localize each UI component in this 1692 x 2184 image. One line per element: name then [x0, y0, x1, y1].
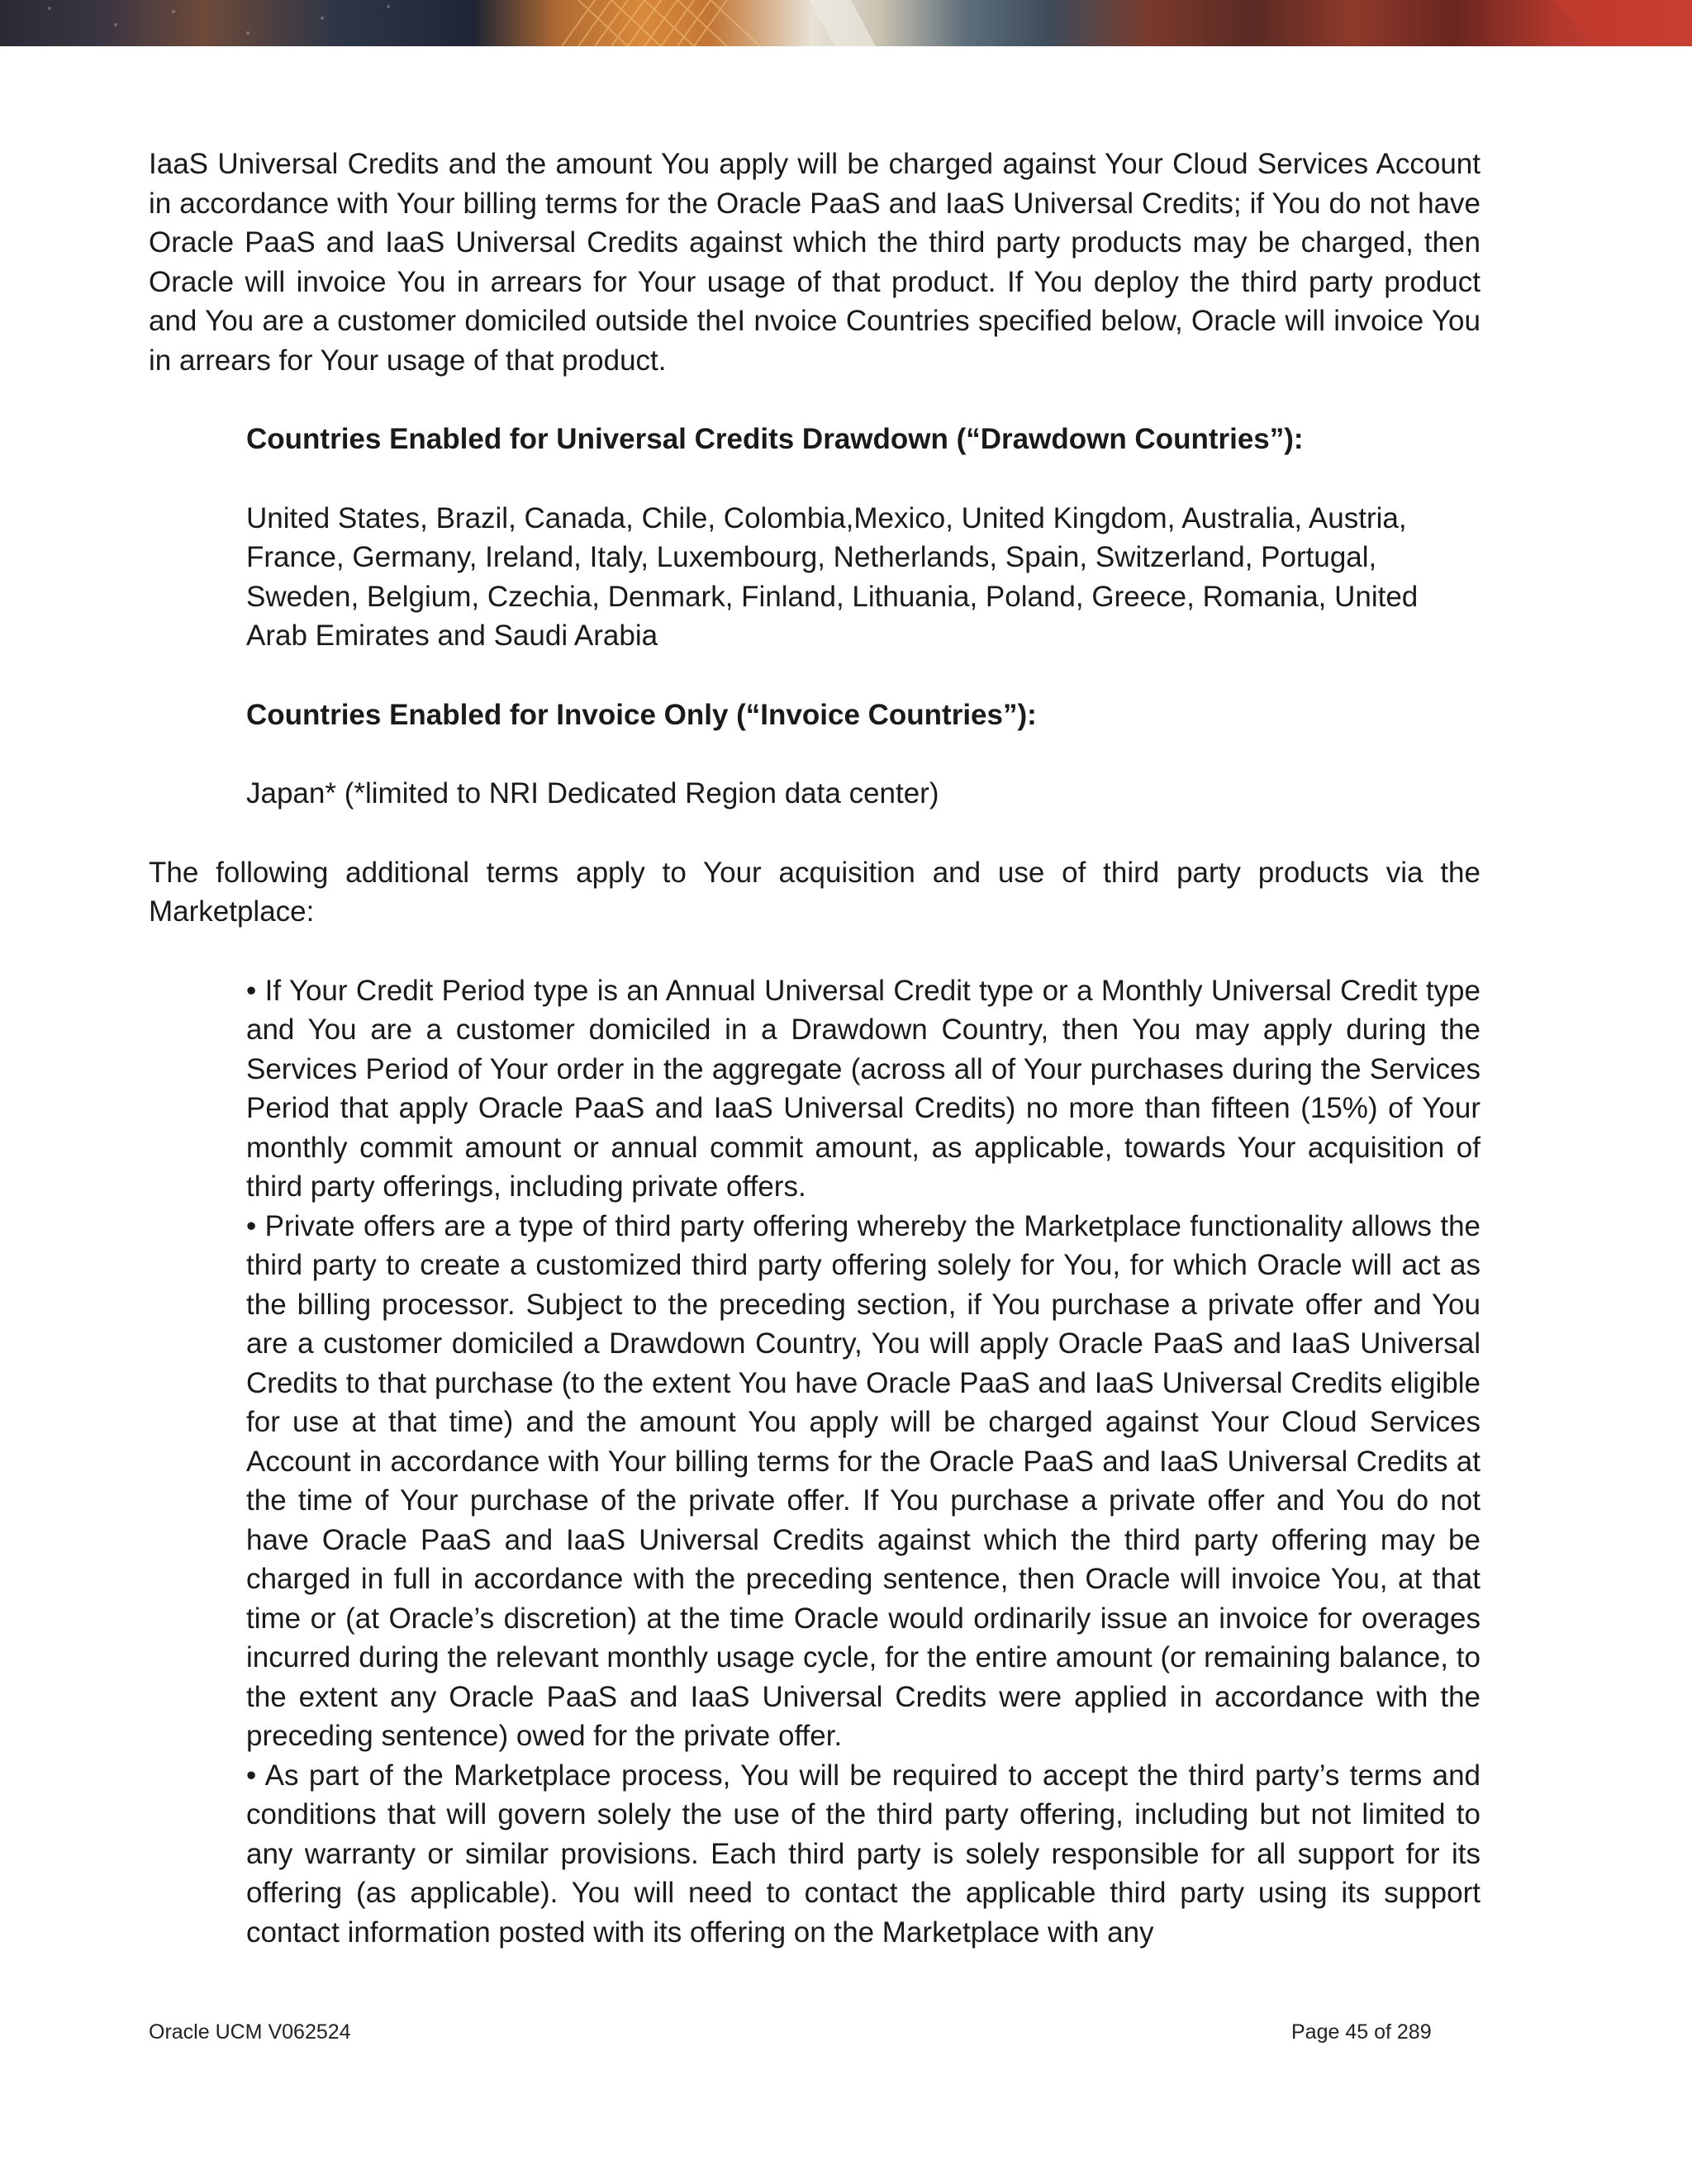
footer-page-number: Page 45 of 289 [1291, 2020, 1432, 2044]
list-item: • If Your Credit Period type is an Annual Universal Credit type or a Monthly Universal Credit type and You are a customer domiciled in a Drawdown Country, then You may apply during the Services Period of Your order in the aggregate (across all of Your purchases during the Services Period that apply Oracle PaaS and IaaS Universal Credits) no more than fifteen (15%) of Your monthly commit amount or annual commit amount, as applicable, towards Your acquisition of third party offerings, including private offers. [246, 974, 1480, 1203]
list-item: • As part of the Marketplace process, You will be required to accept the third party’s terms and conditions that will govern solely the use of the third party offering, including but not limited to any warranty or similar provisions. Each third party is solely responsible for all support for its offering (as applicable). You will need to contact the applicable third party using its support contact information posted with its offering on the Marketplace with any [246, 1759, 1480, 1949]
drawdown-heading: Countries Enabled for Universal Credits Drawdown (“Drawdown Countries”): [246, 423, 1304, 455]
bullet-list [246, 971, 1480, 1953]
page-content [149, 145, 1480, 1952]
intro-paragraph: IaaS Universal Credits and the amount You apply will be charged against Your Cloud Services Account in accordance with Your billing terms for the Oracle PaaS and IaaS Universal Credits; if You do not have Oracle PaaS and IaaS Universal Credits against which the third party products may be charged, then Oracle will invoice You in arrears for Your usage of that product. If You deploy the third party product and You are a customer domiciled outside theI nvoice Countries specified below, Oracle will invoice You in arrears for Your usage of that product. [149, 148, 1480, 377]
header-banner [0, 0, 1692, 46]
invoice-countries: Japan* (*limited to NRI Dedicated Region data center) [246, 777, 939, 810]
decorative-pattern-banner [0, 0, 1692, 46]
drawdown-countries: United States, Brazil, Canada, Chile, Colombia,Mexico, United Kingdom, Australia, Austria, France, Germany, Ireland, Italy, Luxembourg, Netherlands, Spain, Switzerland, Portugal, Sweden, Belgium, Czechia, Denmark, Finland, Lithuania, Poland, Greece, Romania, United Arab Emirates and Saudi Arabia [246, 501, 1419, 652]
footer-doc-id: Oracle UCM V062524 [149, 2020, 351, 2044]
list-item: • Private offers are a type of third party offering whereby the Marketplace functionality allows the third party to create a customized third party offering solely for You, for which Oracle will act as the billing processor. Subject to the preceding section, if You purchase a private offer and You are a customer domiciled a Drawdown Country, You will apply Oracle PaaS and IaaS Universal Credits to that purchase (to the extent You have Oracle PaaS and IaaS Universal Credits eligible for use at that time) and the amount You apply will be charged against Your Cloud Services Account in accordance with Your billing terms for the Oracle PaaS and IaaS Universal Credits at the time of Your purchase of the private offer. If You purchase a private offer and You do not have Oracle PaaS and IaaS Universal Credits against which the third party offering may be charged in full in accordance with the preceding sentence, then Oracle will invoice You, at that time or (at Oracle’s discretion) at the time Oracle would ordinarily issue an invoice for overages incurred during the relevant monthly usage cycle, for the entire amount (or remaining balance, to the extent any Oracle PaaS and IaaS Universal Credits were applied in accordance with the preceding sentence) owed for the private offer. [246, 1209, 1480, 1752]
additional-terms-paragraph: The following additional terms apply to Your acquisition and use of third party products via the Marketplace: [149, 856, 1480, 928]
invoice-heading: Countries Enabled for Invoice Only (“Invoice Countries”): [246, 698, 1037, 731]
